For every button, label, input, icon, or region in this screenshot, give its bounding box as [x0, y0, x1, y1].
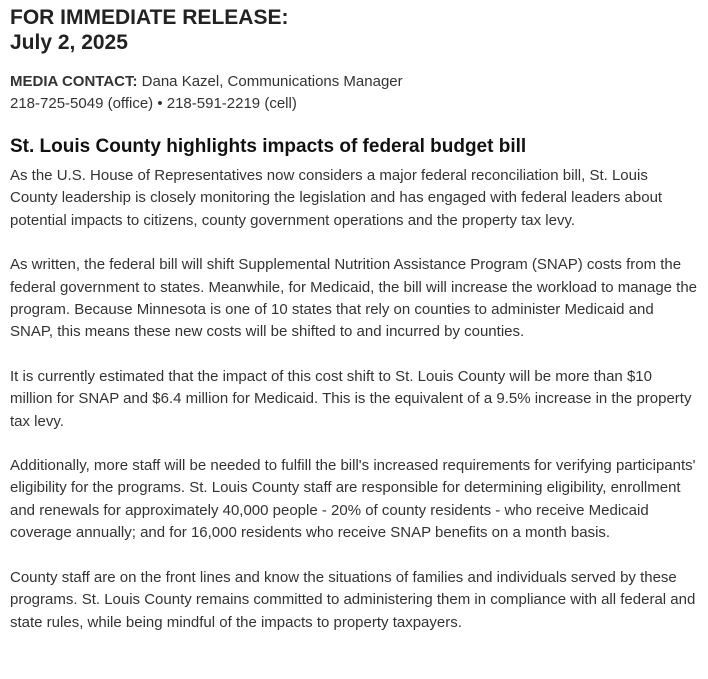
media-contact — [10, 71, 698, 115]
paragraph: It is currently estimated that the impact of this cost shift to St. Louis County will be more than $10 million for SNAP and $6.4 million for Medicaid. This is the equivalent of a 9.5% increase in the property tax levy. — [10, 367, 692, 430]
contact-line — [10, 71, 698, 93]
release-date: July 2, 2025 — [10, 31, 128, 54]
paragraph: As written, the federal bill will shift Supplemental Nutrition Assistance Program (SNAP) costs from the federal government to states. Meanwhile, for Medicaid, the bill will increase the workload to manage the program. Because Minnesota is one of 10 states that rely on counties to administer Medicaid and SNAP, this means these new costs will be shifted to and incurred by counties. — [10, 256, 698, 341]
headline: St. Louis County highlights impacts of federal budget bill — [10, 136, 527, 157]
release-header — [10, 5, 698, 55]
contact-name: Dana Kazel, Communications Manager — [137, 73, 403, 90]
paragraph: As the U.S. House of Representatives now considers a major federal reconciliation bill, St. Louis County leadership is closely monitoring the legislation and has engaged with federal leaders about potential impacts to citizens, county government operations and the property tax levy. — [10, 167, 663, 229]
release-body — [10, 165, 698, 634]
release-label: FOR IMMEDIATE RELEASE: — [10, 6, 289, 29]
contact-phones: 218-725-5049 (office) • 218-591-2219 (cell) — [10, 95, 297, 112]
paragraph: County staff are on the front lines and know the situations of families and individuals served by these programs. St. Louis County remains committed to administering them in compliance with all federal and state rules, while being mindful of the impacts to property taxpayers. — [10, 568, 696, 631]
contact-label: MEDIA CONTACT: — [10, 73, 138, 90]
paragraph: Additionally, more staff will be needed to fulfill the bill's increased requirements for verifying participants' eligibility for the programs. St. Louis County staff are responsible for determining eligibility, enrollment and renewals for approximately 40,000 people - 20% of county residents - who receive Medicaid coverage annually; and for 16,000 residents who receive SNAP benefits on a month basis. — [10, 457, 696, 542]
